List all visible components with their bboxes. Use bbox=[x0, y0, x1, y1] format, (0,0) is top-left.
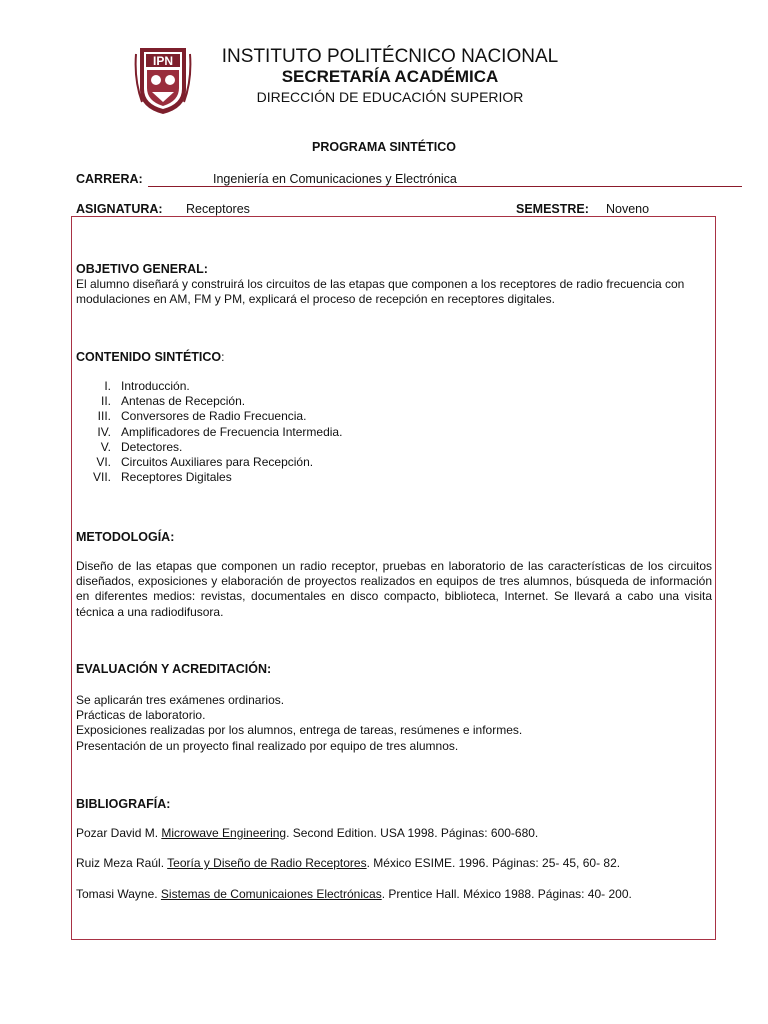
list-item: Presentación de un proyecto final realizado por equipo de tres alumnos. bbox=[76, 738, 459, 753]
list-item: II. Antenas de Recepción. bbox=[100, 394, 246, 409]
list-item: VI. Circuitos Auxiliares para Recepción. bbox=[96, 455, 314, 470]
contenido-list bbox=[76, 379, 342, 485]
bibliografia-title-wrap bbox=[76, 797, 712, 812]
carrera-underline bbox=[148, 186, 742, 187]
metodologia-title-wrap bbox=[76, 530, 712, 545]
institution-title: INSTITUTO POLITÉCNICO NACIONAL bbox=[221, 46, 559, 67]
carrera-value: Ingeniería en Comunicaciones y Electrónica bbox=[213, 172, 457, 186]
metodologia-title: METODOLOGÍA: bbox=[76, 530, 175, 544]
ipn-logo-icon bbox=[134, 44, 192, 116]
objetivo-text: El alumno diseñará y construirá los circuitos de las etapas que componen a los receptores de radio frecuencia con modulaciones en AM, FM y PM, explicará el proceso de recepción en receptores digitales. bbox=[76, 277, 685, 307]
contenido-colon: : bbox=[221, 350, 225, 364]
list-item: Exposiciones realizadas por los alumnos, entrega de tareas, resúmenes e informes. bbox=[76, 723, 523, 738]
objetivo-section bbox=[76, 262, 712, 308]
semestre-value: Noveno bbox=[606, 202, 650, 216]
secretariat-title: SECRETARÍA ACADÉMICA bbox=[281, 67, 499, 86]
list-item: I. Introducción. bbox=[104, 379, 190, 393]
list-item: Se aplicarán tres exámenes ordinarios. bbox=[76, 693, 285, 707]
contenido-title: CONTENIDO SINTÉTICO bbox=[76, 350, 222, 364]
bibliografia-title: BIBLIOGRAFÍA: bbox=[76, 797, 171, 811]
book-title: Microwave Engineering bbox=[161, 826, 287, 840]
list-item: IV. Amplificadores de Frecuencia Intermedia. bbox=[97, 424, 343, 439]
semestre-label: SEMESTRE: bbox=[516, 202, 589, 216]
evaluacion-title-wrap bbox=[76, 662, 712, 677]
contenido-section bbox=[76, 350, 712, 365]
bibliography-entry: Ruiz Meza Raúl. Teoría y Diseño de Radio Receptores. México ESIME. 1996. Páginas: 25- 45, 60- 82. bbox=[76, 856, 621, 870]
list-item: Prácticas de laboratorio. bbox=[76, 708, 206, 723]
list-item: VII. Receptores Digitales bbox=[92, 470, 232, 485]
logo-text: IPN bbox=[152, 54, 174, 68]
bibliography-entry: Tomasi Wayne. Sistemas de Comunicaiones Electrónicas. Prentice Hall. México 1988. Páginas: 40- 200. bbox=[76, 887, 632, 901]
bibliography-entry: Pozar David M. Microwave Engineering. Second Edition. USA 1998. Páginas: 600-680. bbox=[76, 826, 539, 840]
list-item: V. Detectores. bbox=[100, 439, 183, 454]
book-title: Sistemas de Comunicaiones Electrónicas bbox=[160, 887, 382, 901]
metodologia-text: Diseño de las etapas que componen un radio receptor, pruebas en laboratorio de las características de los circuitos diseñados, exposiciones y elaboración de proyectos realizados en equipos de tres alumnos, búsqueda de información en diferentes medios: revistas, documentales en disco compacto, biblioteca, Internet. Se llevará a cabo una visita técnica a una radiodifusora. bbox=[76, 559, 712, 619]
book-title: Teoría y Diseño de Radio Receptores bbox=[167, 856, 367, 870]
asignatura-label: ASIGNATURA: bbox=[76, 202, 163, 216]
direction-title: DIRECCIÓN DE EDUCACIÓN SUPERIOR bbox=[256, 89, 524, 105]
list-item: III. Conversores de Radio Frecuencia. bbox=[97, 409, 307, 424]
carrera-label: CARRERA: bbox=[76, 172, 143, 186]
asignatura-value: Receptores bbox=[186, 202, 250, 216]
evaluacion-title: EVALUACIÓN Y ACREDITACIÓN: bbox=[76, 662, 272, 676]
program-title: PROGRAMA SINTÉTICO bbox=[312, 140, 456, 154]
objetivo-title: OBJETIVO GENERAL: bbox=[76, 262, 208, 276]
evaluacion-list bbox=[76, 693, 712, 754]
